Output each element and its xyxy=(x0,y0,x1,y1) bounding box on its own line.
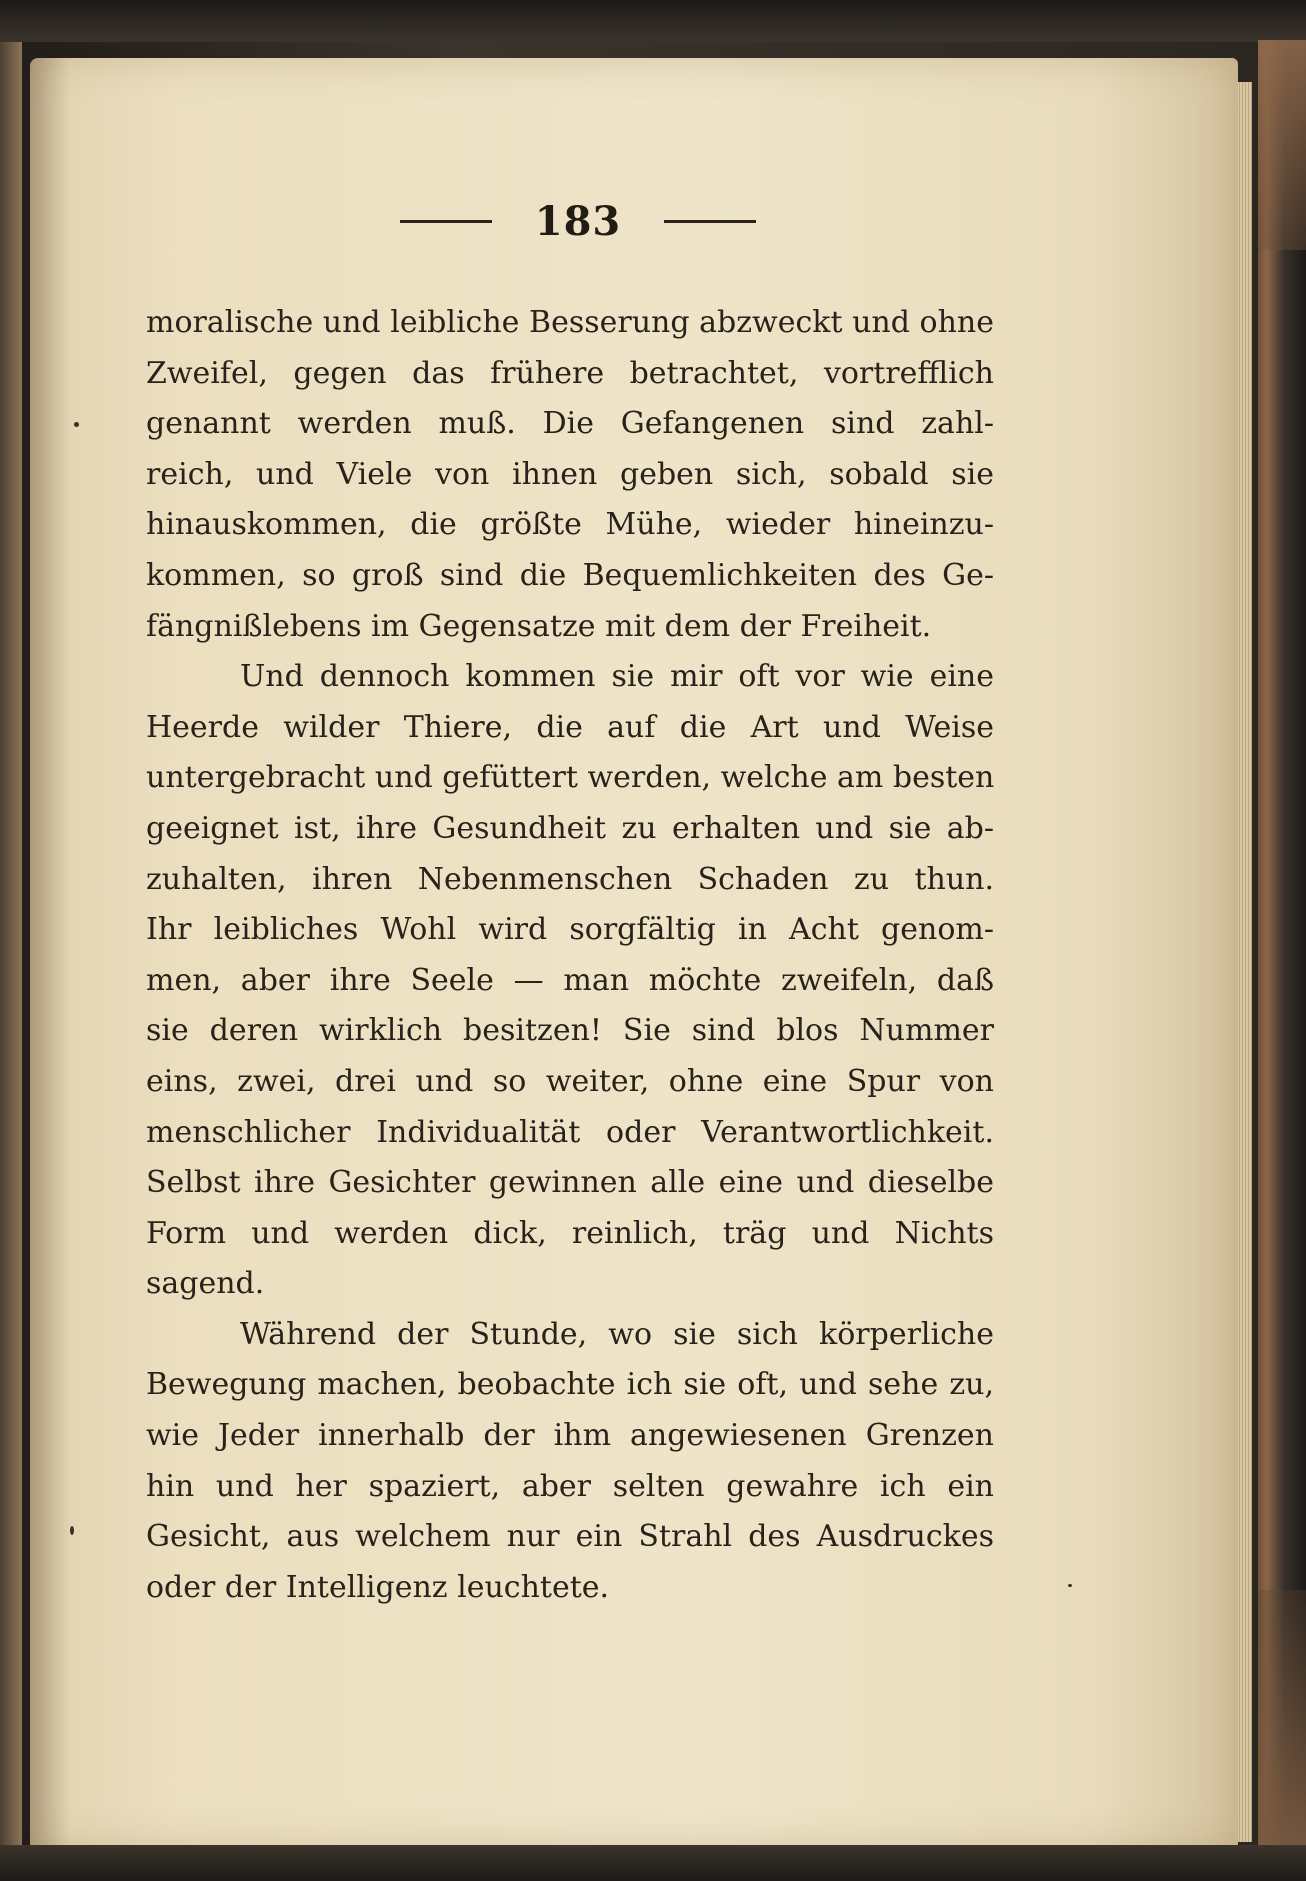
text-line: Heerde wilder Thiere, die auf die Art und Weise xyxy=(146,709,994,745)
text-line: zuhalten, ihren Nebenmenschen Schaden zu thun. xyxy=(146,861,994,897)
ink-speck xyxy=(70,1526,74,1535)
text-line: Form und werden dick, reinlich, träg und Nichts xyxy=(146,1215,994,1251)
text-line: oder der Intelligenz leuchtete. xyxy=(146,1569,610,1605)
ink-speck xyxy=(1068,1584,1072,1587)
book-cover-edge xyxy=(1258,40,1306,1850)
text-line: men, aber ihre Seele — man möchte zweifeln, daß xyxy=(146,962,994,998)
text-line: fängnißlebens im Gegensatze mit dem der Freiheit. xyxy=(146,608,932,644)
text-line: genannt werden muß. Die Gefangenen sind zahl- xyxy=(146,406,994,442)
page-header xyxy=(400,196,756,246)
gutter-shadow xyxy=(30,58,70,1848)
header-rule-right xyxy=(664,220,756,223)
book-spine-edge xyxy=(0,42,22,1845)
header-rule-left xyxy=(400,220,492,223)
text-line: Bewegung machen, beobachte ich sie oft, und sehe zu, xyxy=(146,1367,994,1403)
text-line: Gesicht, aus welchem nur ein Strahl des Ausdruckes xyxy=(146,1519,994,1555)
text-line: menschlicher Individualität oder Verantwortlichkeit. xyxy=(146,1114,994,1150)
text-line: Selbst ihre Gesichter gewinnen alle eine und dieselbe xyxy=(146,1165,994,1201)
text-line: hinauskommen, die größte Mühe, wieder hineinzu- xyxy=(146,507,994,543)
text-line: moralische und leibliche Besserung abzweckt und ohne xyxy=(146,305,994,340)
text-line: hin und her spaziert, aber selten gewahre ich ein xyxy=(146,1468,994,1504)
text-line: geeignet ist, ihre Gesundheit zu erhalten und sie ab- xyxy=(146,810,994,846)
text-line: Zweifel, gegen das frühere betrachtet, vortrefflich xyxy=(146,355,994,391)
text-line: wie Jeder innerhalb der ihm angewiesenen Grenzen xyxy=(146,1418,994,1454)
text-line: kommen, so groß sind die Bequemlichkeiten des Ge- xyxy=(146,557,994,593)
text-line: Während der Stunde, wo sie sich körperliche xyxy=(240,1316,994,1352)
text-line: untergebracht und gefüttert werden, welche am besten xyxy=(146,760,994,796)
text-line: eins, zwei, drei und so weiter, ohne eine Spur von xyxy=(146,1063,994,1099)
page-number: 183 xyxy=(534,197,622,245)
text-line: Und dennoch kommen sie mir oft vor wie eine xyxy=(240,659,994,695)
text-line: sie deren wirklich besitzen! Sie sind blos Nummer xyxy=(146,1013,994,1049)
text-line: Ihr leibliches Wohl wird sorgfältig in Acht genom- xyxy=(146,912,994,948)
page-body-text xyxy=(146,298,994,1613)
scan-background-bottom xyxy=(0,1845,1306,1881)
text-line: sagend. xyxy=(146,1266,265,1302)
scan-background-top xyxy=(0,0,1306,42)
ink-speck xyxy=(74,422,79,427)
text-line: reich, und Viele von ihnen geben sich, sobald sie xyxy=(146,456,994,492)
